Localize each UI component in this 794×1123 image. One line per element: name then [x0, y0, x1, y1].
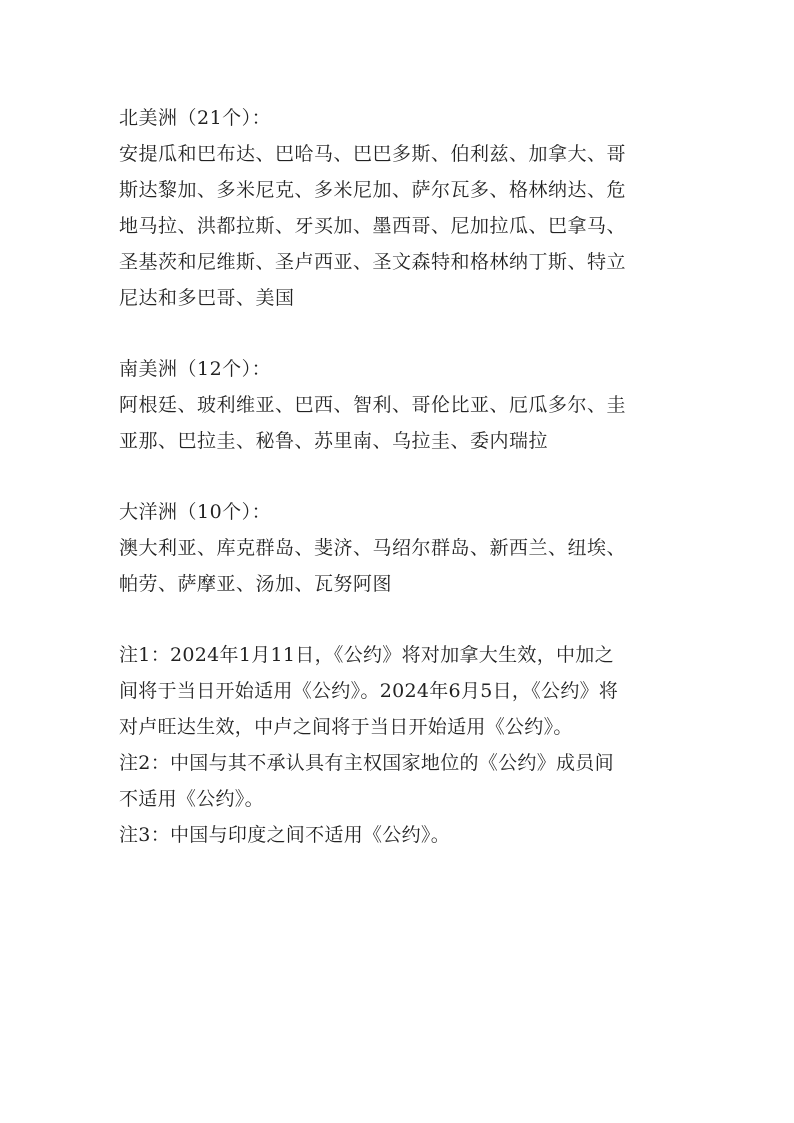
oceania-line: 帕劳、萨摩亚、汤加、瓦努阿图 [119, 573, 393, 595]
note-line: 间将于当日开始适用《公约》。2024年6月5日，《公约》将 [119, 680, 619, 702]
north-america-line: 斯达黎加、多米尼克、多米尼加、萨尔瓦多、格林纳达、危 [119, 179, 627, 201]
note-line: 对卢旺达生效，中卢之间将于当日开始适用《公约》。 [119, 716, 573, 738]
south-america-line: 阿根廷、玻利维亚、巴西、智利、哥伦比亚、厄瓜多尔、圭 [119, 394, 627, 416]
note-line: 注1：2024年1月11日，《公约》将对加拿大生效，中加之 [119, 644, 614, 666]
oceania-line: 澳大利亚、库克群岛、斐济、马绍尔群岛、新西兰、纽埃、 [119, 537, 627, 559]
notes-section [119, 637, 679, 853]
document-page [119, 100, 679, 888]
north-america-line: 圣基茨和尼维斯、圣卢西亚、圣文森特和格林纳丁斯、特立 [119, 251, 627, 273]
south-america-line: 亚那、巴拉圭、秘鲁、苏里南、乌拉圭、委内瑞拉 [119, 430, 549, 452]
north-america-line: 安提瓜和巴布达、巴哈马、巴巴多斯、伯利兹、加拿大、哥 [119, 143, 627, 165]
north-america-heading: 北美洲（21个）： [119, 107, 272, 129]
south-america-section [119, 351, 679, 459]
note-line: 不适用《公约》。 [119, 788, 264, 810]
oceania-heading: 大洋洲（10个）： [119, 501, 272, 523]
note-line: 注3：中国与印度之间不适用《公约》。 [119, 824, 450, 846]
north-america-line: 地马拉、洪都拉斯、牙买加、墨西哥、尼加拉瓜、巴拿马、 [119, 215, 627, 237]
south-america-heading: 南美洲（12个）： [119, 358, 272, 380]
note-line: 注2：中国与其不承认具有主权国家地位的《公约》成员间 [119, 752, 614, 774]
oceania-section [119, 494, 679, 602]
north-america-section [119, 100, 679, 316]
north-america-line: 尼达和多巴哥、美国 [119, 287, 295, 309]
